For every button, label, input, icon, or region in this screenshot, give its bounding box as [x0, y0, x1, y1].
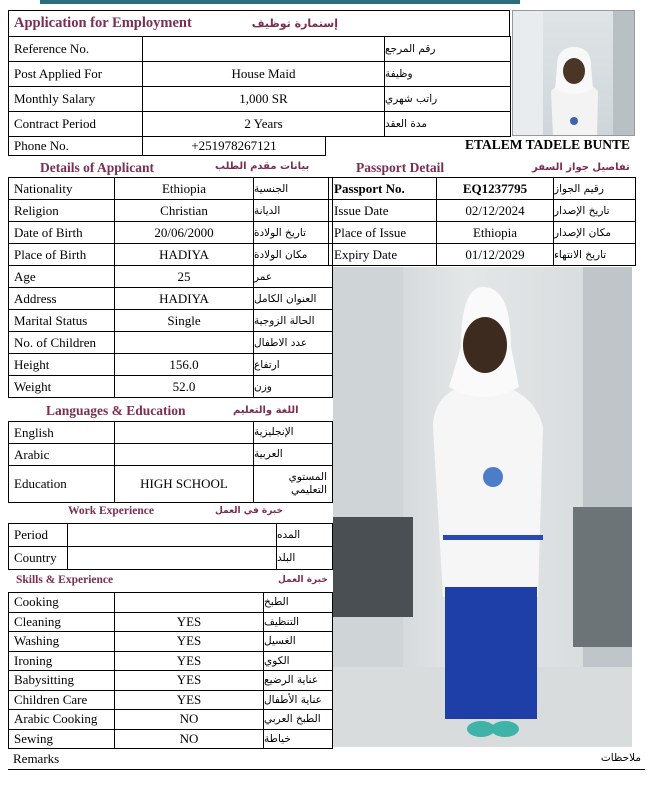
row-value: 156.0: [114, 353, 254, 376]
row-label-ar: تاريخ الولادة: [253, 221, 333, 244]
row-value: 20/06/2000: [114, 221, 254, 244]
row-label-ar: البلد: [276, 546, 333, 570]
row-label-ar: الغسيل: [263, 631, 333, 652]
row-label: Reference No.: [8, 36, 143, 62]
row-label: Weight: [8, 375, 115, 398]
passport-section-title: Passport Detail: [356, 160, 445, 175]
application-title: Application for Employment: [14, 15, 192, 31]
remarks-row: [8, 748, 645, 770]
applicant-full-photo: [333, 267, 632, 747]
row-label-ar: رقيم الجواز: [553, 177, 636, 200]
row-label: Cleaning: [8, 612, 115, 633]
row-label: Age: [8, 265, 115, 288]
row-value: Single: [114, 309, 254, 332]
row-label-ar: الكوي: [263, 651, 333, 672]
row-label-ar: خياطة: [263, 729, 333, 750]
row-label-ar: العربية: [253, 443, 333, 466]
row-value: [67, 523, 277, 547]
row-label: Arabic: [8, 443, 115, 466]
row-value: [114, 592, 264, 613]
row-label-ar: تاريخ الإصدار: [553, 199, 636, 222]
row-label: No. of Children: [8, 331, 115, 354]
row-value: [142, 36, 385, 62]
row-label: Place of Issue: [328, 221, 437, 244]
row-label: Religion: [8, 199, 115, 222]
row-value: 01/12/2029: [436, 243, 554, 266]
row-label-ar: وظيفة: [384, 61, 511, 87]
row-label-ar: مكان الولادة: [253, 243, 333, 266]
skills-section-title: Skills & Experience: [16, 574, 114, 586]
row-label: Arabic Cooking: [8, 709, 115, 730]
applicant-small-photo: [512, 10, 635, 136]
row-label: Sewing: [8, 729, 115, 750]
row-value: 52.0: [114, 375, 254, 398]
row-label-ar: الجنسية: [253, 177, 333, 200]
row-label: Cooking: [8, 592, 115, 613]
row-label: Date of Birth: [8, 221, 115, 244]
application-title-cell: [8, 10, 510, 37]
work-section-title: Work Experience: [68, 505, 154, 517]
row-value: Ethiopia: [436, 221, 554, 244]
row-label: Children Care: [8, 690, 115, 711]
phone-label: Phone No.: [8, 136, 143, 156]
row-label: English: [8, 421, 115, 444]
row-label: Place of Birth: [8, 243, 115, 266]
row-value: 1,000 SR: [142, 86, 385, 112]
row-label-ar: وزن: [253, 375, 333, 398]
row-label-ar: الطبخ: [263, 592, 333, 613]
row-label: Nationality: [8, 177, 115, 200]
row-label-ar: العنوان الكامل: [253, 287, 333, 310]
work-section-title-ar: خبرة في العمل: [215, 506, 283, 516]
languages-section-title-ar: اللغة والتعليم: [233, 405, 299, 416]
row-label-ar: عمر: [253, 265, 333, 288]
row-label: Washing: [8, 631, 115, 652]
row-value: HADIYA: [114, 243, 254, 266]
row-label: Ironing: [8, 651, 115, 672]
row-value: NO: [114, 709, 264, 730]
row-label: Babysitting: [8, 670, 115, 691]
row-value: [67, 546, 277, 570]
top-strip: [40, 0, 520, 4]
row-value: EQ1237795: [436, 177, 554, 200]
row-label: Contract Period: [8, 111, 143, 137]
row-value: HIGH SCHOOL: [114, 465, 254, 503]
row-label: Post Applied For: [8, 61, 143, 87]
languages-section-title: Languages & Education: [46, 403, 186, 418]
row-value: 25: [114, 265, 254, 288]
row-label: Education: [8, 465, 115, 503]
row-label-ar: التنظيف: [263, 612, 333, 633]
applicant-section-title: Details of Applicant: [40, 160, 155, 175]
phone-value: +251978267121: [142, 136, 326, 156]
passport-section-title-ar: تفاصيل جواز السفر: [532, 162, 630, 173]
candidate-name: ETALEM TADELE BUNTE: [464, 137, 630, 152]
row-label-ar: المده: [276, 523, 333, 547]
row-label: Monthly Salary: [8, 86, 143, 112]
row-label-ar: المستوي التعليمي: [253, 465, 333, 503]
row-label: Address: [8, 287, 115, 310]
row-label-ar: مدة العقد: [384, 111, 511, 137]
row-label-ar: الطبخ العربي: [263, 709, 333, 730]
row-label: Country: [8, 546, 68, 570]
row-label: Issue Date: [328, 199, 437, 222]
row-label: Marital Status: [8, 309, 115, 332]
row-label-ar: راتب شهري: [384, 86, 511, 112]
row-value: [114, 443, 254, 466]
row-value: YES: [114, 651, 264, 672]
row-value: [114, 421, 254, 444]
row-label-ar: الإنجليزية: [253, 421, 333, 444]
applicant-section-title-ar: بيانات مقدم الطلب: [215, 161, 310, 172]
row-label: Height: [8, 353, 115, 376]
row-value: Christian: [114, 199, 254, 222]
row-label-ar: الحالة الزوجية: [253, 309, 333, 332]
row-label-ar: ارتفاع: [253, 353, 333, 376]
row-label-ar: عدد الاطفال: [253, 331, 333, 354]
row-value: YES: [114, 690, 264, 711]
remarks-label-ar: ملاحظات: [600, 752, 641, 764]
row-value: House Maid: [142, 61, 385, 87]
row-value: YES: [114, 631, 264, 652]
row-value: YES: [114, 612, 264, 633]
row-value: Ethiopia: [114, 177, 254, 200]
application-title-ar: إستمارة توظيف: [251, 17, 338, 30]
row-value: [114, 331, 254, 354]
row-value: 2 Years: [142, 111, 385, 137]
row-label: Passport No.: [328, 177, 437, 200]
row-label-ar: عناية الأطفال: [263, 690, 333, 711]
row-label-ar: رقم المرجع: [384, 36, 511, 62]
row-label-ar: تاريخ الانتهاء: [553, 243, 636, 266]
row-label-ar: الديانة: [253, 199, 333, 222]
row-value: YES: [114, 670, 264, 691]
row-value: 02/12/2024: [436, 199, 554, 222]
remarks-label: Remarks: [13, 751, 60, 766]
row-label: Expiry Date: [328, 243, 437, 266]
row-label: Period: [8, 523, 68, 547]
row-value: NO: [114, 729, 264, 750]
row-value: HADIYA: [114, 287, 254, 310]
skills-section-title-ar: خبرة العمل: [278, 575, 328, 585]
row-label-ar: عناية الرضيع: [263, 670, 333, 691]
row-label-ar: مكان الإصدار: [553, 221, 636, 244]
